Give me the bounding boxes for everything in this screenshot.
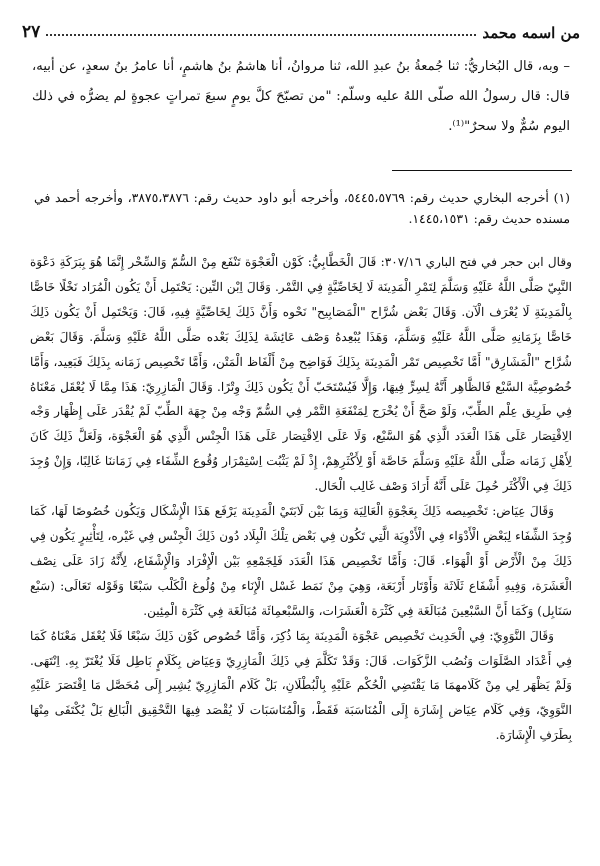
footnote: (١) أخرجه البخاري حديث رقم: ٥٤٤٥،٥٧٦٩، وأخرجه أبو داود حديث رقم: ٣٨٧٥،٣٨٧٦، وأخرجه أحمد في مسنده حديث رقم: ١٤٤٥،١٥٣١. (34, 190, 570, 226)
running-title: من اسمه محمد (482, 24, 580, 42)
commentary-paragraph-nawawi: وَقَالَ النَّوَوِيّ: فِي الْحَدِيث تَخْصِيص عَجْوَة الْمَدِينَة بِمَا ذُكِرَ، وَأَمَّا خُصُوص كَوْن ذَلِكَ سَبْعًا فَلَا يُعْقَل مَعْنَاهُ كَمَا فِي أَعْدَاد الصَّلَوَات وَنُصُب الزَّكَوَات. قَالَ: وَقَدْ تَكَلَّمَ فِي ذَلِكَ الْمَازِرِيّ وَعِيَاض بِكَلَامٍ بَاطِل فَلَا يُغْتَرّ بِهِ. اِنْتَهَى. وَلَمْ يَظْهَر لِي مِنْ كَلَامهمَا مَا يَقْتَضِي الْحُكْم عَلَيْهِ بِالْبُطْلَانِ، بَلْ كَلَام الْمَازِرِيّ يُشِير إِلَى مُحَصَّل مَا اِقْتَصَرَ عَلَيْهِ النَّوَوِيّ، وَفِي كَلَام عِيَاض إِشَارَة إِلَى الْمُنَاسَبَة فَقَطْ، وَالْمُنَاسَبَات لَا يُقْصَد فِيهَا التَّحْقِيق الْبَالِغ بَلْ يُكْتَفَى مِنْهَا بِطَرَفِ الْإِشَارَة. (30, 628, 572, 743)
hadith-paragraph: – وبه، قال البُخاريُّ: ثنا جُمعةُ بنُ عبدِ الله، ثنا مروانُ، أنا هاشمُ بنُ هاشمٍ، أنا عامرُ بنُ سعدٍ، عن أبيه، قال: قال رسولُ الله صلّى اللهُ عليه وسلّم: "من تصبّحَ كلَّ يومٍ سبعَ تمراتٍ عجوةٍ لم يضرُّه في ذلك اليوم سُمٌّ ولا سحرٌ"⁽¹⁾. (32, 59, 570, 134)
page-number: ٢٧ (22, 22, 41, 42)
hadith-text (32, 52, 570, 142)
footnote-divider (392, 170, 572, 171)
commentary-paragraph-iyad: وَقَالَ عِيَاض: تَخْصِيصه ذَلِكَ بِعَجْوَةِ الْعَالِيَة وَبِمَا بَيْن لَابَتَيْ الْمَدِينَة يَرْفَع هَذَا الْإِشْكَال وَيَكُون خُصُوصًا لَهَا، كَمَا وُجِدَ الشِّفَاء لِبَعْضِ الْأَدْوَاء فِي الْأَدْوِيَة الَّتِي تَكُون فِي بَعْض تِلْكَ الْبِلَاد دُون ذَلِكَ الْجِنْس فِي غَيْره، لِتَأْثِيرٍ يَكُون فِي ذَلِكَ مِنْ الْأَرْض أَوْ الْهَوَاء. قَالَ: وَأَمَّا تَخْصِيص هَذَا الْعَدَد فَلِجَمْعِهِ بَيْن الْإِفْرَاد وَالْإِشْفَاع، لِأَنَّهُ زَادَ عَلَى نِصْف الْعَشَرَة، وَفِيهِ أَشْفَاع ثَلَاثَة وَأَوْتَار أَرْبَعَة، وَهِيَ مِنْ نَمَط غَسْل الْإِنَاء مِنْ وُلُوغ الْكَلْب سَبْعًا وَقَوْله تَعَالَى: (سَبْع سَنَابِل) وَكَمَا أَنَّ السَّبْعِينَ مُبَالَغَة فِي كَثْرَة الْعَشَرَات، وَالسَّبْعمِائَة مُبَالَغَة فِي كَثْرَة الْمِئِين. (30, 504, 572, 618)
page-header (22, 16, 580, 42)
dotted-leader (46, 34, 476, 36)
commentary-paragraph-ibn-hajar: وقال ابن حجر في فتح الباري ٣٠٧/١٦: قَالَ الْخَطَّابِيُّ: كَوْن الْعَجْوَة تَنْفَع مِنْ السُّمّ وَالسِّحْر إِنَّمَا هُوَ بِبَرَكَةِ دَعْوَة النَّبِيّ صَلَّى اللَّهُ عَلَيْهِ وَسَلَّمَ لِتَمْرِ الْمَدِينَة لَا لِخَاصِّيَّةٍ فِي التَّمْر. وَقَالَ اِبْن التِّين: يَحْتَمِل أَنْ يَكُون الْمُرَاد نَخْلًا خَاصًّا بِالْمَدِينَةِ لَا يُعْرَف الْآن. وَقَالَ بَعْض شُرَّاح "الْمَصَابِيح" نَحْوه وَأَنَّ ذَلِكَ لِخَاصِّيَّةٍ فِيهِ، قَالَ: وَيَحْتَمِل أَنْ يَكُون ذَلِكَ خَاصًّا بِزَمَانِهِ صَلَّى اللَّهُ عَلَيْهِ وَسَلَّمَ، وَهَذَا يُبْعِدهُ وَصْف عَائِشَة لِذَلِكَ بَعْده صَلَّى اللَّهُ عَلَيْهِ وَسَلَّمَ. وَقَالَ بَعْض شُرَّاح "الْمَشَارِق" أَمَّا تَخْصِيص تَمْر الْمَدِينَة بِذَلِكَ فَوَاضِح مِنْ أَلْفَاظ الْمَتْن، وَأَمَّا تَخْصِيص زَمَانه بِذَلِكَ فَبَعِيد، وَأَمَّا خُصُوصِيَّة السَّبْع فَالظَّاهِر أَنَّهُ لِسِرٍّ فِيهَا، وَإِلَّا فَيُسْتَحَبّ أَنْ يَكُون ذَلِكَ وِتْرًا. وَقَالَ الْمَازِرِيّ: هَذَا مِمَّا لَا يُعْقَل مَعْنَاهُ فِي طَرِيق عِلْم الطِّبّ، وَلَوْ صَحَّ أَنْ يُخْرَج لِمَنْفَعَةِ التَّمْر فِي السُّمّ وَجْه مِنْ جِهَة الطِّبّ لَمْ يُقْدَر عَلَى إِظْهَار وَجْه الِاقْتِصَار عَلَى هَذَا الْعَدَد الَّذِي هُوَ السَّبْع، وَلَا عَلَى الِاقْتِصَار عَلَى هَذَا الْجِنْس الَّذِي هُوَ الْعَجْوَة، وَلَعَلَّ ذَلِكَ كَانَ لِأَهْلِ زَمَانه صَلَّى اللَّهُ عَلَيْهِ وَسَلَّمَ خَاصَّة أَوْ لِأَكْثَرِهِمْ، إِذْ لَمْ يَثْبُت اِسْتِمْرَار وُقُوع الشِّفَاء فِي زَمَاننَا غَالِبًا، وَإِنْ وُجِدَ ذَلِكَ فِي الْأَكْثَر حُمِلَ عَلَى أَنَّهُ أَرَادَ وَصْف غَالِب الْحَال. (30, 255, 572, 494)
commentary-section (30, 250, 572, 748)
